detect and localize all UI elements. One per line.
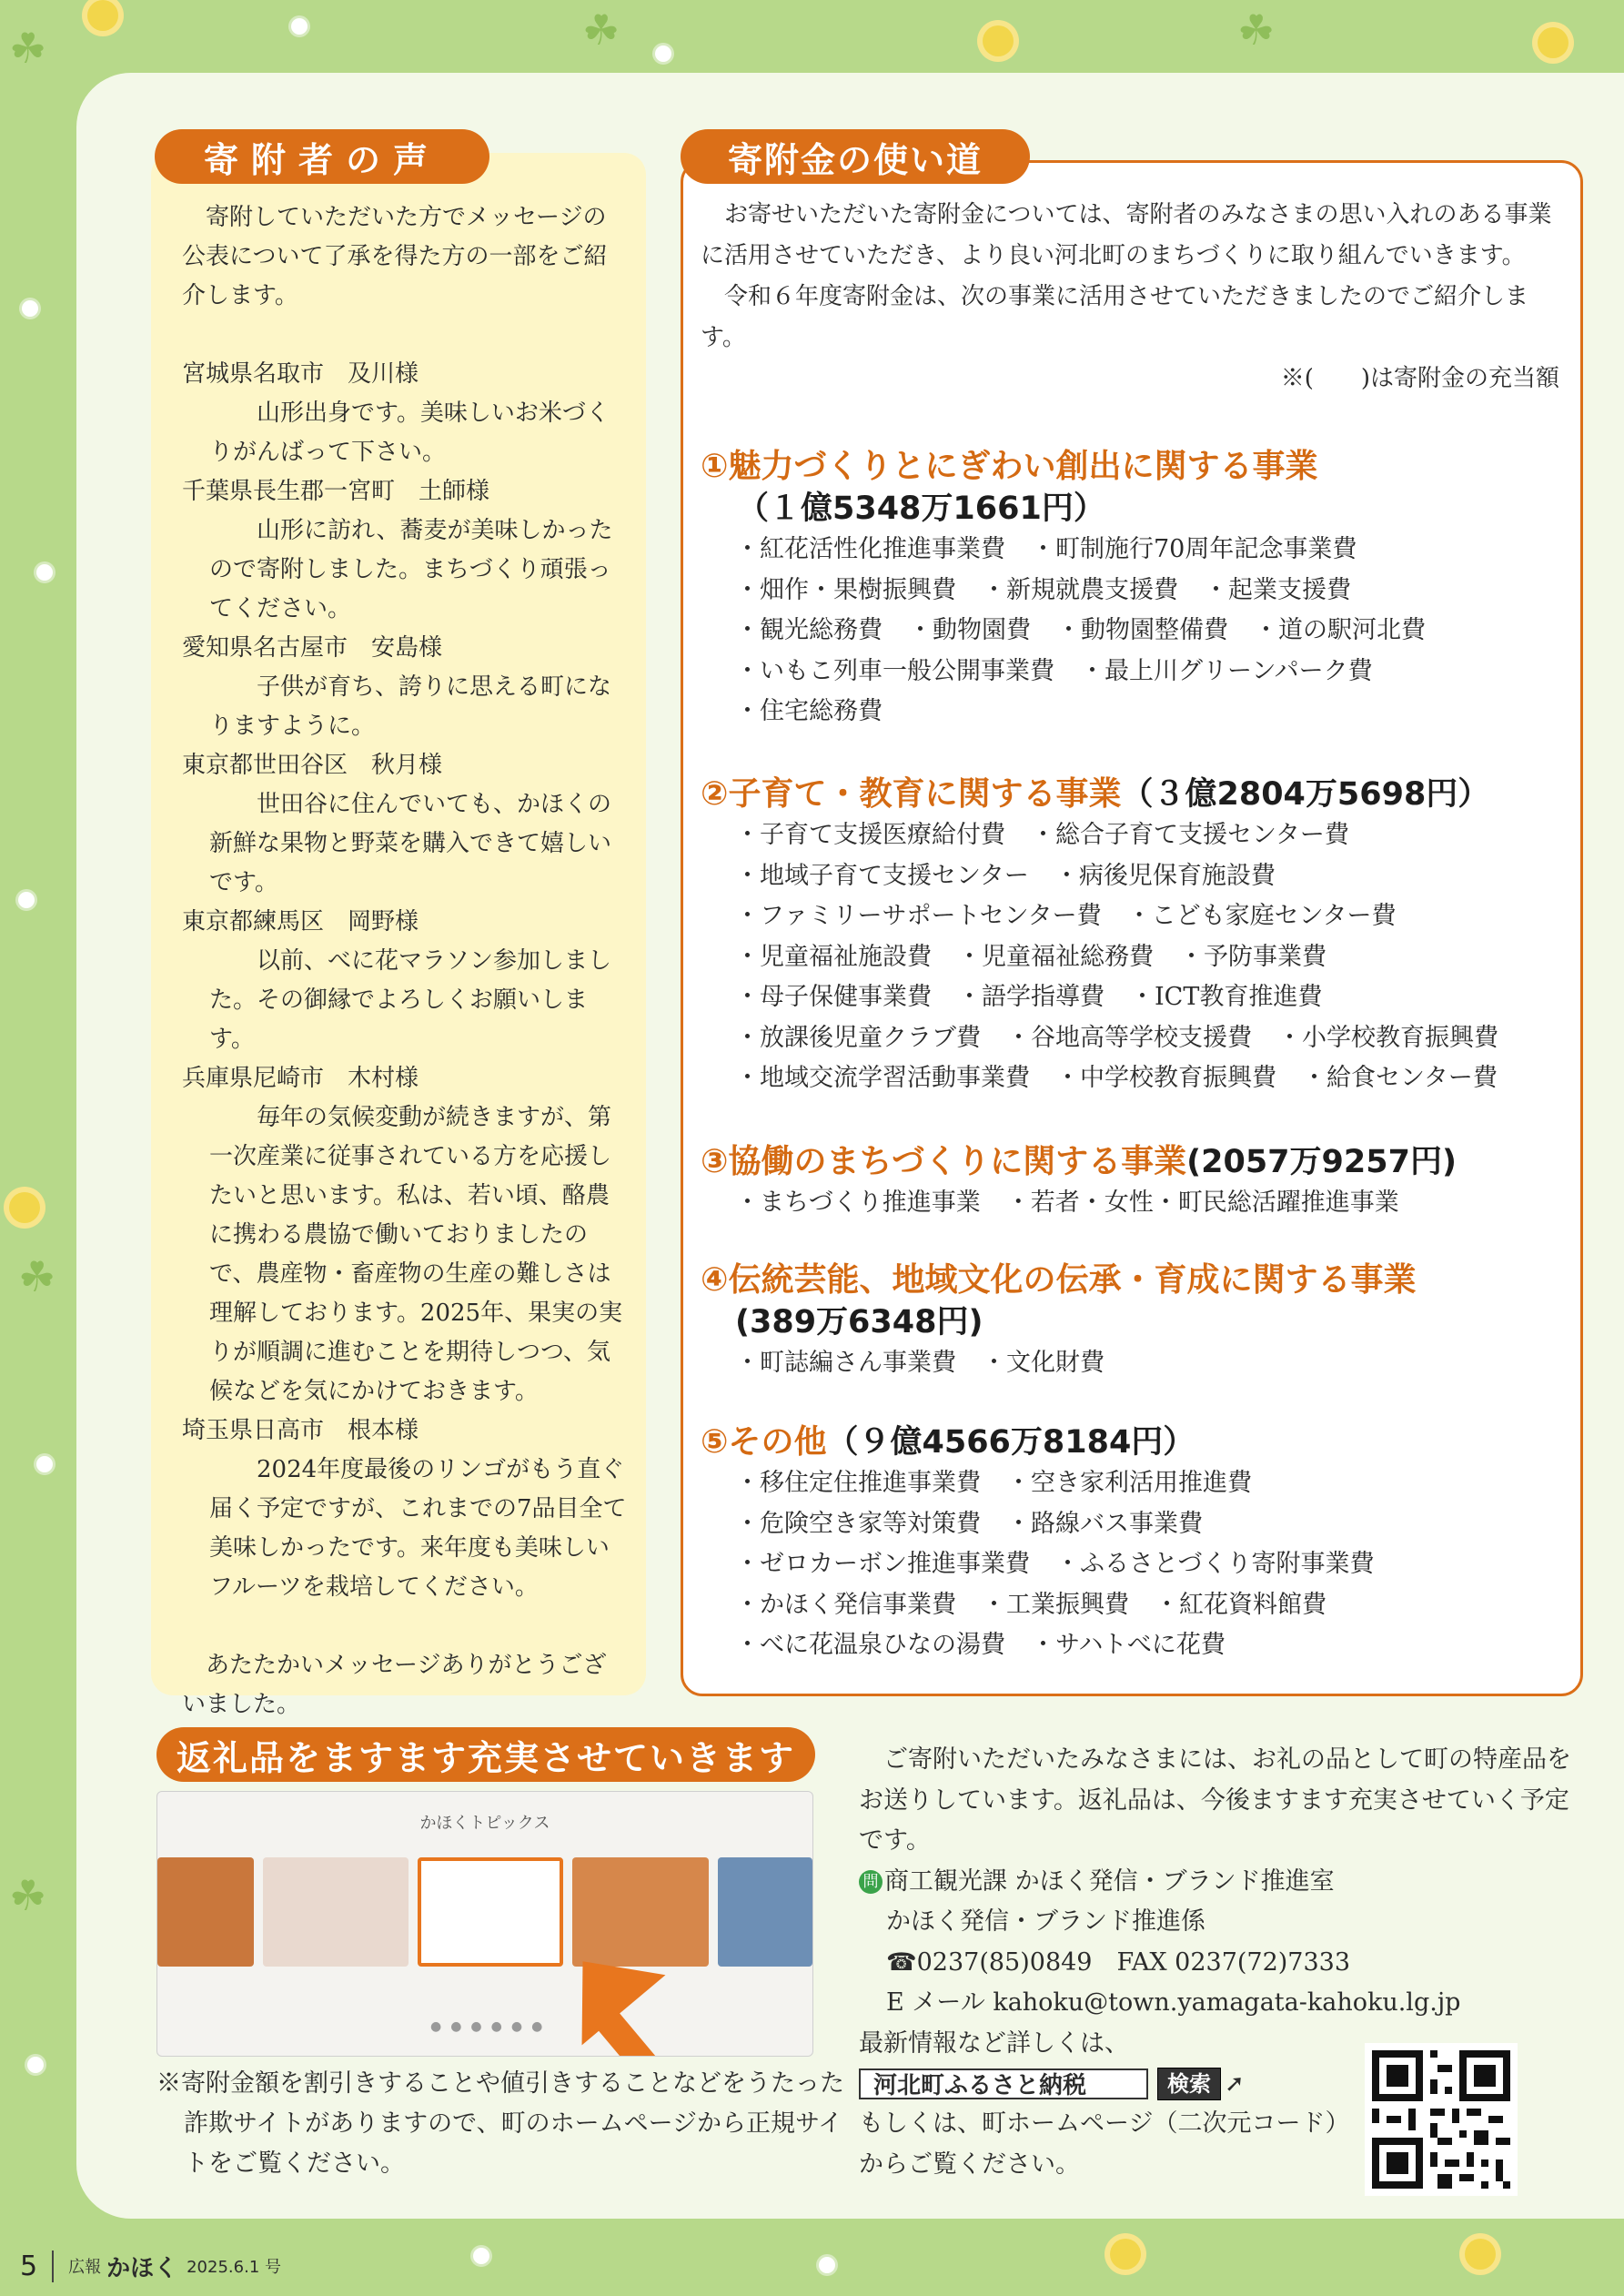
category-heading-row — [701, 1421, 1565, 1463]
donor-message: 2024年度最後のリンゴがもう直ぐ届く予定ですが、これまでの7品目全て美味しかったです。来年度も美味しいフルーツを栽培してください。 — [209, 1456, 627, 1601]
donor-from: 埼玉県日高市 根本様 — [182, 1417, 419, 1444]
item-line: ・児童福祉施設費 ・児童福祉総務費 ・予防事業費 — [735, 942, 1326, 971]
donor-from: 宮城県名取市 及川様 — [182, 360, 419, 388]
footer-label: 広報 — [68, 2258, 102, 2277]
donor-from: 東京都世田谷区 秋月様 — [182, 752, 443, 779]
flower-icon — [36, 564, 53, 581]
donor-message: 以前、べに花マラソン参加しました。その御縁でよろしくお願いします。 — [209, 947, 612, 1053]
search-button[interactable]: 検索 — [1157, 2068, 1221, 2100]
screenshot-card — [718, 1857, 812, 1967]
qr-code[interactable] — [1365, 2043, 1518, 2196]
screenshot-title: かほくトピックス — [419, 1814, 550, 1833]
category-items — [701, 1463, 1565, 1666]
item-line: ・まちづくり推進事業 ・若者・女性・町民総活躍推進事業 — [735, 1188, 1399, 1217]
usage-intro-text: 令和６年度寄附金は、次の事業に活用させていただきましたのでご紹介します。 — [701, 283, 1529, 351]
see-text: からご覧ください。 — [859, 2149, 1080, 2179]
flower-icon — [1110, 2239, 1141, 2270]
flower-icon — [36, 1456, 53, 1472]
item-line: ・ゼロカーボン推進事業費 ・ふるさとづくり寄附事業費 — [735, 1550, 1375, 1578]
donor-voice-title: 寄附者の声 — [155, 129, 489, 184]
item-line: ・べに花温泉ひなの湯費 ・サハトべに花費 — [735, 1631, 1226, 1659]
screenshot-card — [418, 1857, 563, 1967]
item-line: ・観光総務費 ・動物園費 ・動物園整備費 ・道の駅河北費 — [735, 616, 1426, 644]
category-heading: ③協働のまちづくりに関する事業 — [701, 1143, 1187, 1180]
category-heading: ②子育て・教育に関する事業 — [701, 775, 1122, 813]
category-amount: （９億4566万8184円） — [826, 1424, 1195, 1461]
website-screenshot — [156, 1791, 813, 2057]
category-amount: (2057万9257円) — [1186, 1144, 1457, 1180]
donor-from: 千葉県長生郡一宮町 土師様 — [182, 478, 490, 505]
donor-message: 子供が育ち、誇りに思える町になりますように。 — [209, 673, 612, 740]
donor-from: 兵庫県尼崎市 木村様 — [182, 1065, 419, 1092]
page-footer — [20, 2248, 281, 2284]
clover-icon: ☘ — [18, 1252, 56, 1301]
contact-section: かほく発信・ブランド推進係 — [886, 1907, 1205, 1936]
item-line: ・いもこ列車一般公開事業費 ・最上川グリーンパーク費 — [735, 656, 1373, 685]
category-amount: （３億2804万5698円） — [1121, 776, 1490, 813]
item-line: ・地域子育て支援センター ・病後児保育施設費 — [735, 861, 1276, 890]
flower-icon — [1465, 2239, 1496, 2270]
usage-category — [701, 1259, 1565, 1384]
homepage-text: もしくは、町ホームページ（二次元コード） — [859, 2109, 1350, 2138]
item-line: ・ファミリーサポートセンター費 ・こども家庭センター費 — [735, 902, 1397, 930]
flower-icon — [983, 25, 1014, 56]
donor-voice-text — [182, 198, 628, 1725]
category-heading-row — [701, 1141, 1565, 1183]
item-line: ・放課後児童クラブ費 ・谷地高等学校支援費 ・小学校教育振興費 — [735, 1023, 1498, 1052]
item-line: ・子育て支援医療給付費 ・総合子育て支援センター費 — [735, 821, 1349, 849]
clover-icon: ☘ — [9, 1871, 47, 1920]
contact-dept: 問 商工観光課 かほく発信・ブランド推進室 — [859, 1862, 1587, 1903]
flower-icon — [655, 46, 671, 62]
clover-icon: ☘ — [582, 5, 620, 55]
usage-category — [701, 1421, 1565, 1666]
flower-icon — [473, 2248, 489, 2264]
item-line: ・住宅総務費 — [735, 697, 883, 725]
flower-icon — [18, 892, 35, 908]
screenshot-card — [263, 1857, 409, 1967]
usage-category — [701, 446, 1565, 733]
flower-icon — [22, 300, 38, 317]
category-items — [701, 530, 1565, 733]
flower-icon — [291, 18, 308, 35]
flower-icon — [9, 1192, 40, 1223]
usage-intro-text: お寄せいただいた寄附金については、寄附者のみなさまの思い入れのある事業に活用させていただき、より良い河北町のまちづくりに取り組んでいきます。 — [701, 201, 1552, 269]
category-amount: （１億5348万1661円） — [737, 491, 1105, 527]
item-line: ・母子保健事業費 ・語学指導費 ・ICT教育推進費 — [735, 983, 1323, 1011]
item-line: ・かほく発信事業費 ・工業振興費 ・紅花資料館費 — [735, 1590, 1326, 1619]
donor-voice-intro: 寄附していただいた方でメッセージの公表について了承を得た方の一部をご紹介します。 — [182, 204, 608, 309]
donor-from: 東京都練馬区 岡野様 — [182, 908, 419, 936]
category-heading: ④伝統芸能、地域文化の伝承・育成に関する事業 — [701, 1261, 1417, 1299]
gift-description: ご寄附いただいたみなさまには、お礼の品として町の特産品をお送りしています。返礼品は、今後ますます充実させていく予定です。 — [859, 1745, 1571, 1855]
item-line: ・畑作・果樹振興費 ・新規就農支援費 ・起業支援費 — [735, 575, 1351, 604]
usage-intro — [701, 195, 1559, 400]
category-heading-row — [701, 774, 1565, 815]
category-heading: ①魅力づくりとにぎわい創出に関する事業 — [701, 448, 1318, 485]
category-heading: ⑤その他 — [701, 1423, 827, 1461]
clover-icon: ☘ — [9, 24, 47, 73]
item-line: ・紅花活性化推進事業費 ・町制施行70周年記念事業費 — [735, 535, 1357, 563]
usage-category — [701, 1141, 1565, 1224]
category-items — [701, 815, 1565, 1099]
usage-note-line — [701, 359, 1559, 400]
footer-date: 2025.6.1 号 — [187, 2258, 281, 2277]
carousel-dots: ●●●●●● — [430, 2019, 552, 2034]
search-input[interactable]: 河北町ふるさと納税 — [859, 2068, 1148, 2099]
usage-title: 寄附金の使い道 — [681, 129, 1030, 184]
donor-message: 毎年の気候変動が続きますが、第一次産業に従事されている方を応援したいと思います。私は、若い頃、酪農に携わる農協で働いておりましたので、農産物・畜産物の生産の難しさは理解しております。2025年、果実の実りが順調に進むことを期待しつつ、気候などを気にかけておきます。 — [209, 1104, 623, 1405]
flower-icon — [27, 2057, 44, 2073]
category-amount: (389万6348円) — [735, 1304, 983, 1340]
screenshot-card — [157, 1857, 254, 1967]
item-line: ・町誌編さん事業費 ・文化財費 — [735, 1349, 1105, 1377]
donor-voice-closing: あたたかいメッセージありがとうございました。 — [182, 1652, 607, 1718]
category-items — [701, 1343, 1565, 1384]
contact-tel: ☎0237(85)0849 FAX 0237(72)7333 — [886, 1947, 1351, 1977]
footer-name: かほく — [106, 2254, 178, 2282]
gift-title: 返礼品をますます充実させていきます — [156, 1727, 815, 1782]
flower-icon — [1538, 27, 1569, 58]
usage-category — [701, 774, 1565, 1099]
item-line: ・危険空き家等対策費 ・路線バス事業費 — [735, 1509, 1203, 1538]
info-text: 最新情報など詳しくは、 — [859, 2028, 1129, 2058]
fraud-warning: ※寄附金額を割引きすることや値引きすることなどをうたった詐欺サイトがありますので、町のホームページから正規サイトをご覧ください。 — [156, 2069, 844, 2178]
donor-message: 山形出身です。美味しいお米づくりがんばって下さい。 — [209, 400, 610, 466]
donor-message: 山形に訪れ、蕎麦が美味しかったので寄附しました。まちづくり頑張ってください。 — [209, 517, 613, 622]
cursor-icon: ➚ — [1225, 2069, 1245, 2098]
contact-email[interactable]: E メール kahoku@town.yamagata-kahoku.lg.jp — [886, 1988, 1461, 2017]
clover-icon: ☘ — [1237, 5, 1276, 55]
donor-from: 愛知県名古屋市 安島様 — [182, 634, 443, 662]
flower-icon — [87, 0, 118, 31]
inquiry-icon: 問 — [859, 1870, 883, 1894]
category-items — [701, 1183, 1565, 1224]
usage-note: ※( )は寄附金の充当額 — [1280, 365, 1559, 392]
page-number: 5 — [20, 2250, 54, 2282]
item-line: ・地域交流学習活動事業費 ・中学校教育振興費 ・給食センター費 — [735, 1064, 1498, 1092]
item-line: ・移住定住推進事業費 ・空き家利活用推進費 — [735, 1469, 1252, 1497]
flower-icon — [819, 2257, 835, 2273]
donor-message: 世田谷に住んでいても、かほくの新鮮な果物と野菜を購入できて嬉しいです。 — [209, 791, 612, 896]
